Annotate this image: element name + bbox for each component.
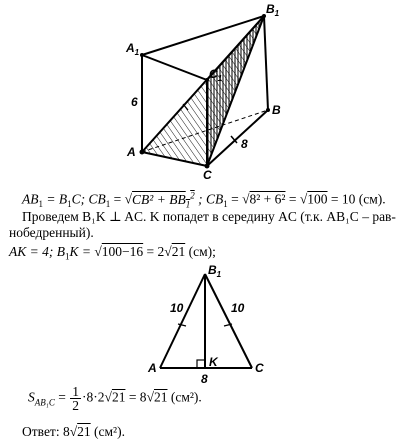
tri-label-base-8: 8	[201, 372, 208, 386]
tri-label-right-10: 10	[231, 301, 245, 315]
edge-b-b1	[264, 16, 268, 110]
label-a: A	[127, 145, 136, 159]
label-c1: $C_1$	[209, 67, 223, 83]
tri-label-a: A	[148, 361, 157, 375]
answer-label: Ответ:	[22, 424, 60, 439]
solution-line-2: Проведем B₁K ⊥ AC. K попадет в середину AC (т.к. AB₁C – рав-	[22, 209, 396, 224]
answer-line: Ответ: 8√21 (см²).	[22, 424, 125, 439]
tri-label-b1: $B_1$	[208, 263, 222, 279]
tri-label-c: C	[255, 361, 264, 375]
tri-side-a-b1	[160, 274, 205, 368]
area-formula: $S_{AB_1C}$ = $\frac{1}{2}$ ·8·2√21 = 8√21 (см²).	[28, 384, 202, 413]
label-edge-8: 8	[241, 137, 248, 151]
tri-label-left-10: 10	[170, 301, 184, 315]
right-angle-mark	[197, 360, 205, 368]
edge-a1-c1	[142, 55, 207, 80]
solution-line-3: нобедренный).	[9, 225, 94, 240]
label-a1: $A_1$	[126, 41, 140, 57]
triangle-figure	[0, 262, 412, 392]
prism-figure	[0, 0, 412, 185]
tri-label-k: K	[209, 355, 218, 369]
label-b1: $B_1$	[266, 2, 280, 18]
solution-line-4: AK = 4; $B_1K = √100-16 = 2√21$ (см);	[9, 244, 216, 262]
vertex-a	[140, 150, 145, 155]
label-c: C	[203, 168, 212, 182]
label-edge-6: 6	[131, 95, 138, 109]
vertex-b	[266, 108, 270, 112]
vertex-a1	[140, 53, 144, 57]
solution-line-1: $AB_1 = B_1C$; $CB_1 = √CB^2 + BB_1^2$ ; $CB_1 = √8^2 + 6^2 = √100 = 10$ (см).	[22, 190, 386, 210]
label-b: B	[272, 103, 281, 117]
tri-side-b1-c	[205, 274, 252, 368]
